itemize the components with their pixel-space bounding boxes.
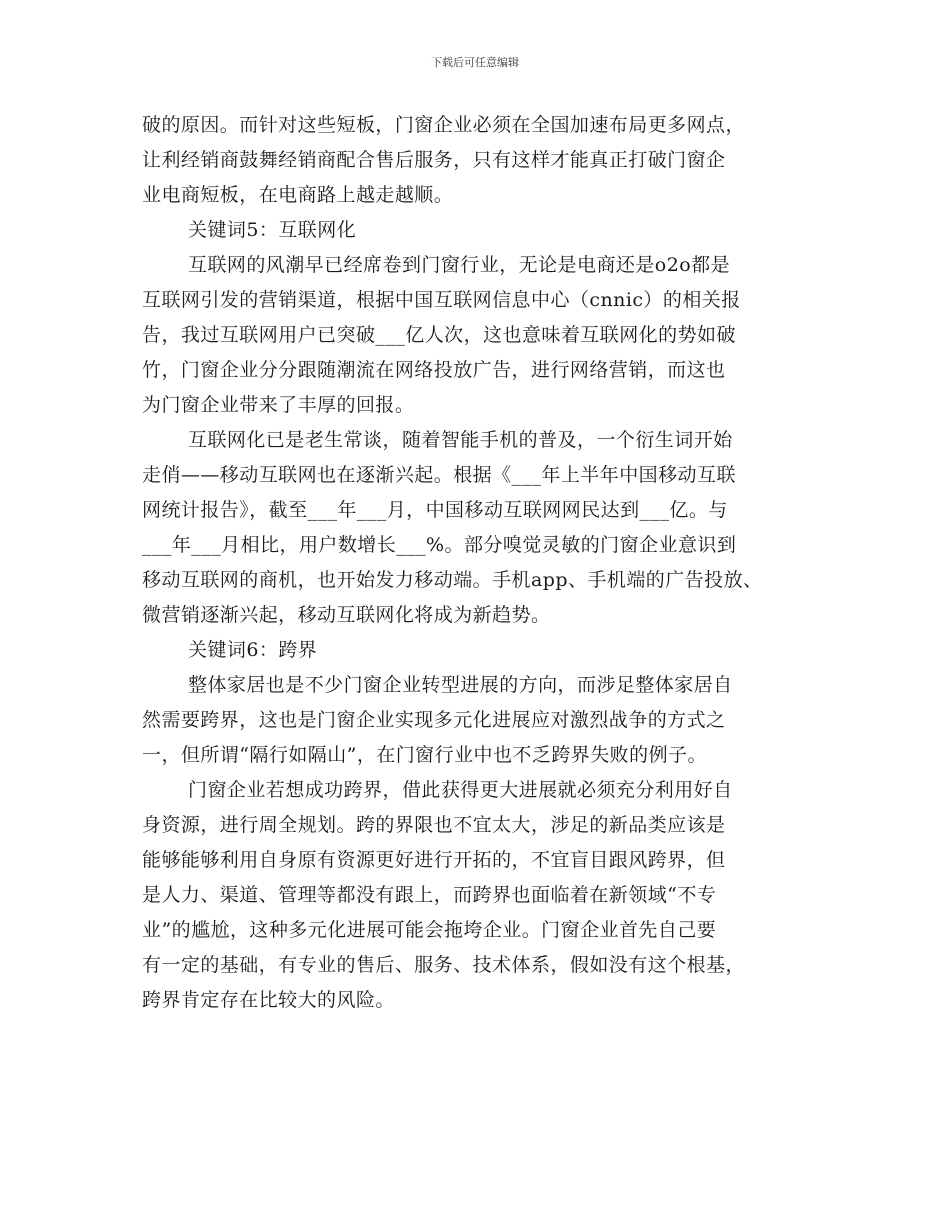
text-line: 一，但所谓“隔行如隔山”，在门窗行业中也不乏跨界失败的例子。 (142, 744, 707, 766)
text-line: 互联网的风潮早已经席卷到门窗行业，无论是电商还是o2o都是 (188, 254, 731, 276)
text-line: 然需要跨界，这也是门窗企业实现多元化进展应对激烈战争的方式之 (142, 709, 726, 731)
document-body (142, 108, 808, 1018)
text-line: ___年___月相比，用户数增长___%。部分嗅觉灵敏的门窗企业意识到 (142, 534, 737, 556)
text-line: 移动互联网的商机，也开始发力移动端。手机app、手机端的广告投放、 (142, 569, 763, 591)
text-line: 身资源，进行周全规划。跨的界限也不宜太大，涉足的新品类应该是 (142, 814, 726, 836)
text-line: 为门窗企业带来了丰厚的回报。 (142, 394, 415, 416)
text-line: 微营销逐渐兴起，移动互联网化将成为新趋势。 (142, 604, 551, 626)
text-line: 告，我过互联网用户已突破___亿人次，这也意味着互联网化的势如破 (142, 324, 736, 346)
text-line: 走俏——移动互联网也在逐渐兴起。根据《___年上半年中国移动互联 (142, 464, 736, 486)
text-line: 关键词5：互联网化 (188, 219, 357, 241)
text-line: 是人力、渠道、管理等都没有跟上，而跨界也面临着在新领域“不专 (142, 884, 717, 906)
text-line: 跨界肯定存在比较大的风险。 (142, 989, 395, 1011)
page-header: 下载后可任意编辑 (431, 56, 519, 69)
text-line: 能够能够利用自身原有资源更好进行开拓的，不宜盲目跟风跨界，但 (142, 849, 726, 871)
text-line: 互联网化已是老生常谈，随着智能手机的普及，一个衍生词开始 (188, 429, 733, 451)
text-line: 竹，门窗企业分分跟随潮流在网络投放广告，进行网络营销，而这也 (142, 359, 726, 381)
text-line: 关键词6：跨界 (188, 639, 318, 661)
text-line: 让利经销商鼓舞经销商配合售后服务，只有这样才能真正打破门窗企 (142, 149, 726, 171)
text-line: 业电商短板，在电商路上越走越顺。 (142, 184, 454, 206)
text-line: 业”的尴尬，这种多元化进展可能会拖垮企业。门窗企业首先自己要 (142, 919, 717, 941)
text-line: 门窗企业若想成功跨界，借此获得更大进展就必须充分利用好自 (188, 779, 733, 801)
text-line: 有一定的基础，有专业的售后、服务、技术体系，假如没有这个根基， (142, 954, 745, 976)
text-line: 网统计报告》，截至___年___月，中国移动互联网网民达到___亿。与 (142, 499, 728, 521)
text-line: 整体家居也是不少门窗企业转型进展的方向，而涉足整体家居自 (188, 674, 733, 696)
text-line: 破的原因。而针对这些短板，门窗企业必须在全国加速布局更多网点， (142, 114, 745, 136)
text-line: 互联网引发的营销渠道，根据中国互联网信息中心（cnnic）的相关报 (142, 289, 741, 311)
